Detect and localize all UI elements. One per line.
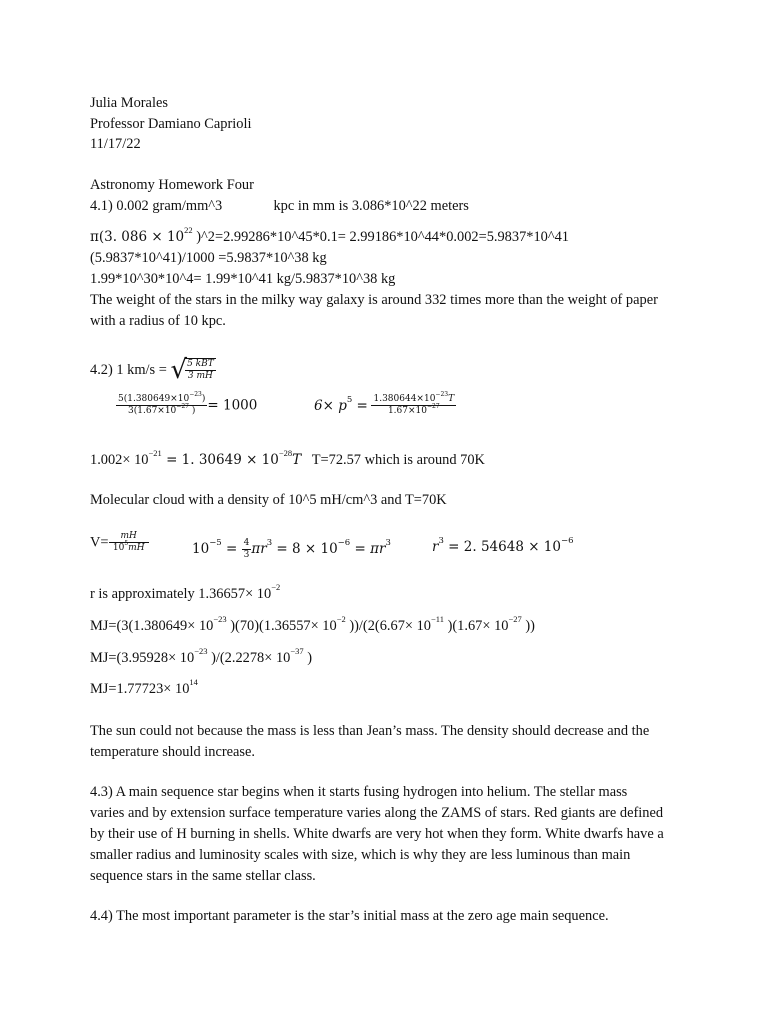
four-thirds: [242, 538, 252, 561]
mj2-a: MJ=(3.95928× 10: [90, 650, 195, 666]
eq1-fraction: [116, 391, 207, 417]
q41-conclusion: The weight of the stars in the milky way galaxy is around 332 times more than the weight of paper with a radius of 10 kpc.: [90, 292, 658, 329]
eq1-den: 3(1.67×10: [128, 406, 177, 416]
three: 3: [243, 550, 250, 560]
q42-r-approx: [90, 582, 281, 603]
mj2-a-exp: −23: [194, 646, 208, 656]
q41-kpc: kpc in mm is 3.086*10^22 meters: [273, 198, 469, 214]
eq3-b-exp: −28: [278, 448, 293, 458]
v-den-b: mH: [128, 543, 145, 553]
eq3-a-exp: −21: [148, 448, 162, 458]
professor-name: Professor Damiano Caprioli: [90, 116, 252, 132]
r3-b-exp: −6: [560, 536, 574, 546]
q42-volume-eq: [192, 538, 391, 561]
eq2-den-exp: −27: [426, 403, 440, 410]
radical-icon: √: [170, 355, 188, 385]
v-den-a: 10: [112, 543, 125, 553]
vol-a-exp: −5: [209, 538, 222, 548]
sqrt-denominator: 3 mH: [187, 371, 213, 381]
vol-d-exp: −6: [337, 538, 351, 548]
eq2-num-end: T: [448, 394, 455, 404]
vol-d: = 8 × 10: [272, 541, 338, 557]
q42-mj2: [90, 646, 313, 667]
mj3-a: MJ=1.77723× 10: [90, 681, 190, 697]
mj1-e: )): [521, 618, 535, 634]
q41-pi-expr: π(3. 086 × 10: [90, 229, 185, 245]
q41-line2: [90, 225, 569, 246]
q42-prefix: 4.2) 1 km/s =: [90, 362, 171, 378]
mj2-b-exp: −37: [290, 646, 304, 656]
mj1-d: )(1.67× 10: [443, 618, 509, 634]
q44-answer: 4.4) The most important parameter is the star’s initial mass at the zero age main sequence.: [90, 908, 609, 924]
q41-line1: [90, 197, 469, 215]
mj1-c-exp: −11: [431, 614, 444, 624]
q42-eq2: [314, 391, 456, 417]
q42-r-cubed: [432, 538, 574, 556]
vol-a: 10: [192, 541, 210, 557]
eq2-den: 1.67×10: [387, 406, 427, 416]
mj2-b: )/(2.2278× 10: [207, 650, 291, 666]
q42-eq3: [90, 448, 485, 469]
sqrt-numerator: 5 kBT: [187, 359, 214, 369]
r3-a-exp: 3: [438, 536, 444, 546]
v-fraction: [109, 531, 149, 554]
q42-volume-line: [90, 531, 149, 554]
q41-line3: (5.9837*10^41)/1000 =5.9837*10^38 kg: [90, 250, 327, 266]
r3-a: r: [432, 539, 439, 555]
q42-mj1: [90, 614, 535, 635]
v-num: mH: [109, 531, 149, 543]
eq2-lhs-exp: 5: [346, 394, 353, 405]
eq3-c: T: [292, 452, 302, 468]
eq3-b: = 1. 30649 × 10: [161, 452, 279, 468]
mj2-c: ): [303, 650, 313, 666]
mj1-a: MJ=(3(1.380649× 10: [90, 618, 214, 634]
eq2-equals: =: [352, 397, 368, 414]
date: 11/17/22: [90, 136, 141, 152]
mj1-b: )(70)(1.36557× 10: [226, 618, 337, 634]
eq1-num: 5(1.380649×10: [118, 394, 190, 404]
r3-b: = 2. 54648 × 10: [443, 539, 561, 555]
q42-eq1: [116, 391, 258, 417]
q41-calc: )^2=2.99286*10^45*0.1= 2.99186*10^44*0.002=5.9837*10^41: [192, 229, 569, 245]
eq1-rhs: = 1000: [207, 397, 258, 414]
mj1-d-exp: −27: [508, 614, 522, 624]
v-den-exp: 5: [124, 540, 129, 547]
vol-b: =: [221, 541, 242, 557]
vol-e-exp: 3: [385, 538, 391, 548]
r-approx: r is approximately 1.36657× 10: [90, 586, 272, 602]
q43-answer: 4.3) A main sequence star begins when it starts fusing hydrogen into helium. The stellar mass varies and by extension surface temperature varies along the ZAMS of stars. Red giants are defined by their use of H burning in shells. White dwarfs are very hot when they form. White dwarfs have a smaller radius and luminosity scales with size, which is why they are less luminous than main sequence stars in the same stellar class.: [90, 784, 664, 884]
document-title: Astronomy Homework Four: [90, 177, 254, 193]
v-lhs: V=: [90, 534, 109, 551]
q42-cloud: Molecular cloud with a density of 10^5 mH/cm^3 and T=70K: [90, 492, 447, 508]
eq1-num-end: ): [201, 394, 206, 404]
q41-density: 4.1) 0.002 gram/mm^3: [90, 198, 223, 214]
eq2-fraction: [371, 391, 456, 417]
mj1-b-exp: −2: [336, 614, 346, 624]
eq3-d: T=72.57 which is around 70K: [301, 452, 485, 468]
eq1-den-exp: −27: [176, 403, 189, 410]
mj3-a-exp: 14: [189, 677, 198, 687]
q42-mj3: [90, 677, 198, 698]
eq2-num-exp: −23: [435, 391, 449, 398]
mj1-c: ))/(2(6.67× 10: [345, 618, 431, 634]
q42-sun-conclusion: The sun could not because the mass is less than Jean’s mass. The density should decrease and the temperature should increase.: [90, 723, 650, 760]
q42-intro: [90, 355, 216, 385]
sqrt-expression: [170, 355, 215, 385]
eq3-a: 1.002× 10: [90, 452, 149, 468]
vol-e: = πr: [350, 541, 386, 557]
eq2-lhs: 6× p: [314, 397, 347, 414]
eq2-num: 1.380644×10: [373, 394, 436, 404]
q41-line4: 1.99*10^30*10^4= 1.99*10^41 kg/5.9837*10^38 kg: [90, 271, 396, 287]
student-name: Julia Morales: [90, 95, 168, 111]
q41-exp: 22: [184, 225, 193, 235]
vol-c: πr: [251, 541, 267, 557]
r-approx-exp: −2: [271, 582, 281, 592]
four: 4: [243, 538, 250, 548]
vol-c-exp: 3: [266, 538, 273, 548]
mj1-a-exp: −23: [213, 614, 227, 624]
eq1-num-exp: −23: [189, 391, 202, 398]
eq1-den-end: ): [188, 406, 196, 416]
